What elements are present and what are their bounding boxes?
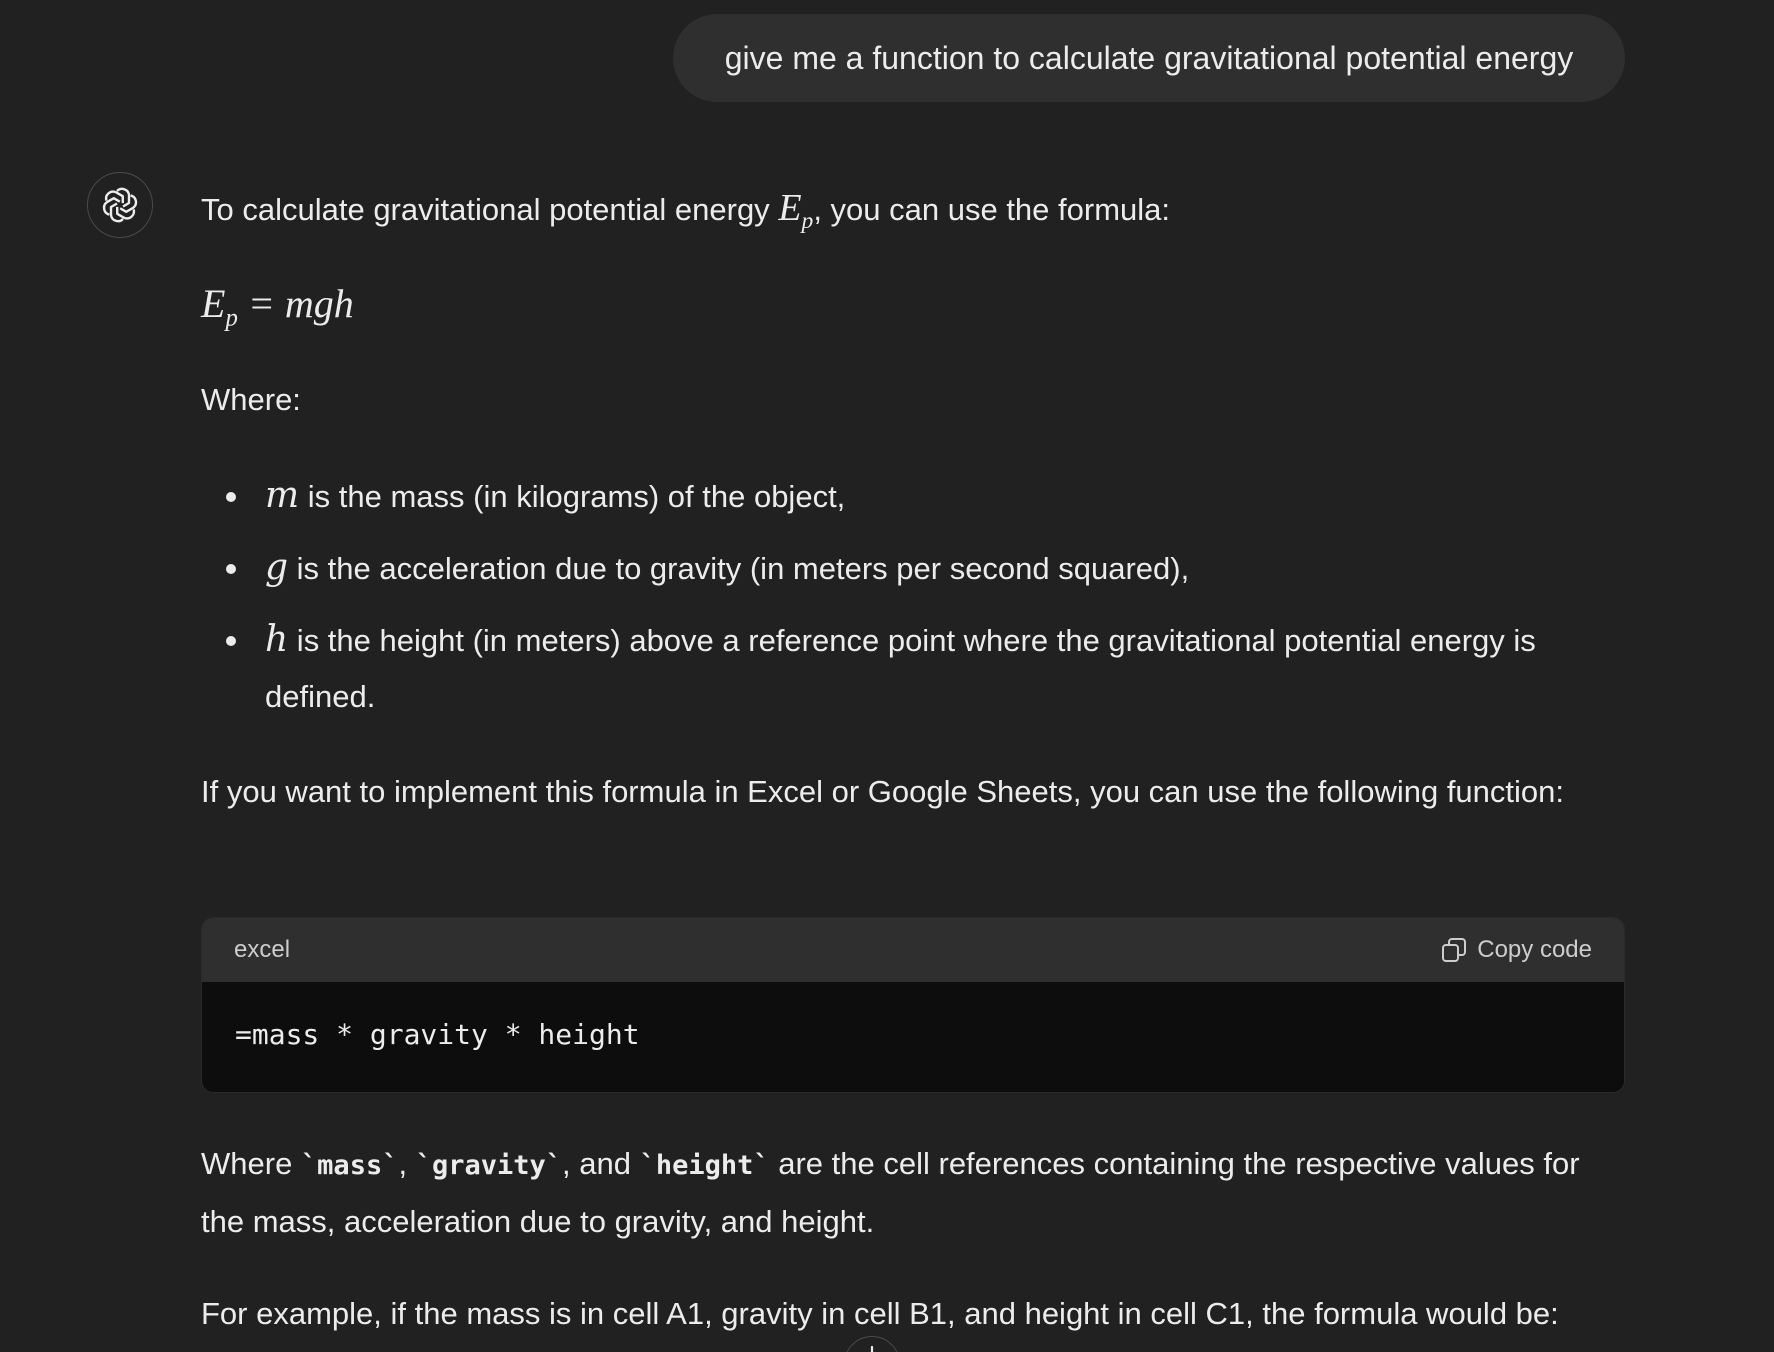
inline-code-mass: `mass` xyxy=(300,1150,399,1181)
implement-paragraph: If you want to implement this formula in Excel or Google Sheets, you can use the following function: xyxy=(201,774,1565,809)
intro-text-after: , you can use the formula: xyxy=(813,192,1171,227)
formula-rest: = mgh xyxy=(237,281,354,326)
where-label: Where: xyxy=(201,382,301,417)
code-content: =mass * gravity * height xyxy=(235,1018,640,1051)
code-block xyxy=(201,917,1625,1093)
arrow-down-icon xyxy=(862,1345,882,1352)
bullet-dot xyxy=(226,492,236,502)
assistant-avatar xyxy=(87,172,153,238)
copy-code-button[interactable] xyxy=(1441,936,1592,964)
formula-display xyxy=(201,272,1625,336)
variable-symbol: m xyxy=(265,475,300,516)
openai-logo-icon xyxy=(100,185,140,225)
intro-text-before: To calculate gravitational potential energy xyxy=(201,192,779,227)
variable-description: is the acceleration due to gravity (in meters per second squared), xyxy=(288,551,1190,586)
copy-icon xyxy=(1441,937,1467,963)
where-references-paragraph: Where `mass`, `gravity`, and `height` are the cell references containing the respective values for the mass, acceleration due to gravity, and height. xyxy=(201,1146,1580,1239)
example-paragraph: For example, if the mass is in cell A1, gravity in cell B1, and height in cell C1, the formula would be: xyxy=(201,1296,1559,1331)
formula-ep: $E_p$ xyxy=(201,281,238,332)
user-message-bubble xyxy=(673,14,1625,102)
intro-paragraph xyxy=(201,180,1625,238)
inline-code-gravity: `gravity` xyxy=(415,1150,563,1181)
code-block-header xyxy=(202,918,1624,982)
code-language-label: excel xyxy=(234,936,291,963)
variable-symbol: g xyxy=(265,547,289,588)
inline-code-height: `height` xyxy=(639,1150,770,1181)
bullet-dot xyxy=(226,564,236,574)
intro-math-ep: $E_p$ xyxy=(778,187,814,235)
copy-code-label: Copy code xyxy=(1477,936,1592,963)
variable-description: is the height (in meters) above a reference point where the gravitational potential energy is defined. xyxy=(265,623,1536,714)
bullet-dot xyxy=(226,636,236,646)
user-message-text: give me a function to calculate gravitational potential energy xyxy=(724,39,1574,76)
variable-description: is the mass (in kilograms) of the object, xyxy=(299,479,846,514)
variable-symbol: h xyxy=(265,619,289,660)
